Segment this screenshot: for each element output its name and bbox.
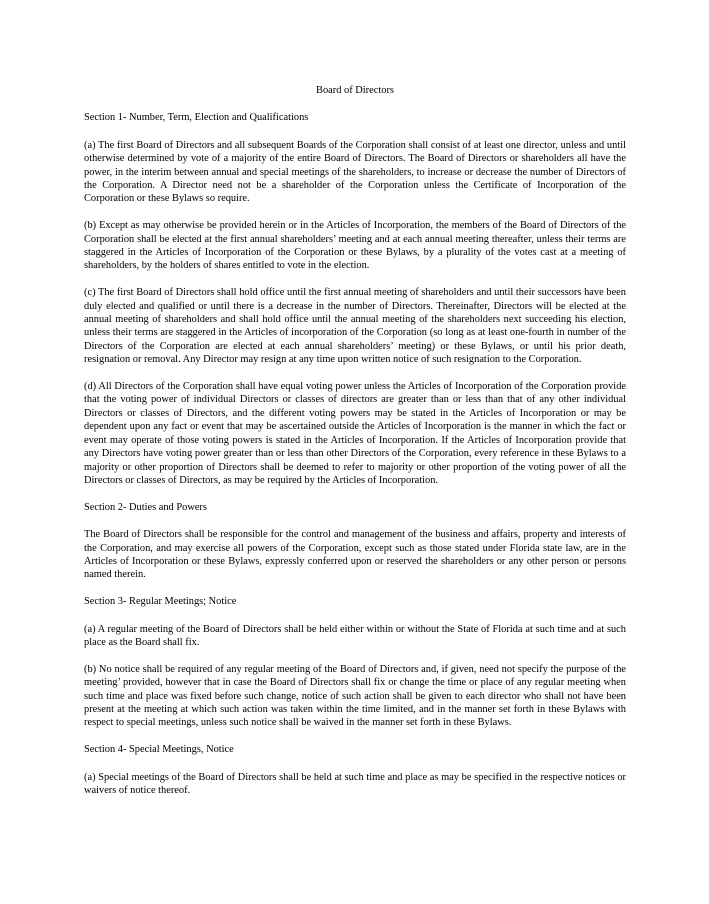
section-3: [84, 595, 626, 730]
document-page: [84, 84, 626, 811]
section-4: [84, 743, 626, 797]
paragraph: The Board of Directors shall be responsible for the control and management of the business and affairs, property and interests of the Corporation, and may exercise all powers of the Corporation, except such as those stated under Florida state law, are in the Articles of Incorporation or these Bylaws, expressly conferred upon or reserved the shareholders or any other person or persons named therein.: [84, 529, 626, 581]
paragraph: (c) The first Board of Directors shall hold office until the first annual meeting of shareholders and until their successors have been duly elected and qualified or until there is a decrease in the number of Directors. Thereinafter, Directors will be elected at the annual meeting of shareholders and shall hold office until the annual meeting of the shareholders next succeeding his election, unless their terms are staggered in the Articles of incorporation of the Corporation (so long as at least one-fourth in number of the Directors of the Corporation are elected at each annual shareholders’ meeting) or these Bylaws, or until his prior death, resignation or removal. Any Director may resign at any time upon written notice of such resignation to the Corporation.: [84, 287, 626, 366]
paragraph: (a) A regular meeting of the Board of Directors shall be held either within or without the State of Florida at such time and at such place as the Board shall fix.: [84, 623, 626, 648]
section-heading: Section 1- Number, Term, Election and Qualifications: [84, 112, 309, 124]
document-title: Board of Directors: [316, 85, 394, 96]
section-1: [84, 111, 626, 487]
paragraph: (b) No notice shall be required of any regular meeting of the Board of Directors and, if given, need not specify the purpose of the meeting’ provided, however that in case the Board of Directors shall fix or change the time or place of any regular meeting when such time and place was fixed before such change, notice of such action shall be given to each director who shall not have been present at the meeting at which such action was taken within the time limited, and in the manner set forth in these Bylaws with respect to special meetings, unless such notice shall be waived in the manner set forth in these Bylaws.: [84, 663, 626, 729]
paragraph: (b) Except as may otherwise be provided herein or in the Articles of Incorporation, the members of the Board of Directors of the Corporation shall be elected at the first annual shareholders’ meeting and at each annual meeting thereafter, unless their terms are staggered in the Articles of Incorporation of the Corporation or these Bylaws, by a plurality of the votes cast at a meeting of shareholders, by the holders of shares entitled to vote in the election.: [84, 220, 626, 272]
section-heading: Section 4- Special Meetings, Notice: [84, 744, 234, 756]
section-heading: Section 3- Regular Meetings; Notice: [84, 596, 237, 608]
section-heading: Section 2- Duties and Powers: [84, 501, 207, 513]
paragraph: (a) The first Board of Directors and all subsequent Boards of the Corporation shall consist of at least one director, unless and until otherwise determined by vote of a majority of the entire Board of Directors. The Board of Directors or shareholders all have the power, in the interim between annual and special meetings of the shareholders, to increase or decrease the number of Directors of the Corporation. A Director need not be a shareholder of the Corporation unless the Certificate of Incorporation of the Corporation or these Bylaws so require.: [84, 139, 626, 205]
section-2: [84, 501, 626, 582]
paragraph: (a) Special meetings of the Board of Directors shall be held at such time and place as may be specified in the respective notices or waivers of notice thereof.: [84, 771, 626, 796]
paragraph: (d) All Directors of the Corporation shall have equal voting power unless the Articles of Incorporation of the Corporation provide that the voting power of individual Directors or classes of directors are greater than or less than that of any other individual Directors or classes of Directors, and the different voting powers may be stated in the Articles of Incorporation or may be dependent upon any fact or event that may be ascertained outside the Articles of Incorporation is the manner in which the fact or event may operate of those voting powers is stated in the Articles of Incorporation. If the Articles of Incorporation provide that any Directors have voting power greater than or less than other Directors of the Corporation, every reference in these Bylaws to a majority or other proportion of Directors shall be deemed to refer to majority or other proportion of the voting power of all the Directors or classes of Directors, as may be required by the Articles of Incorporation.: [84, 381, 626, 486]
